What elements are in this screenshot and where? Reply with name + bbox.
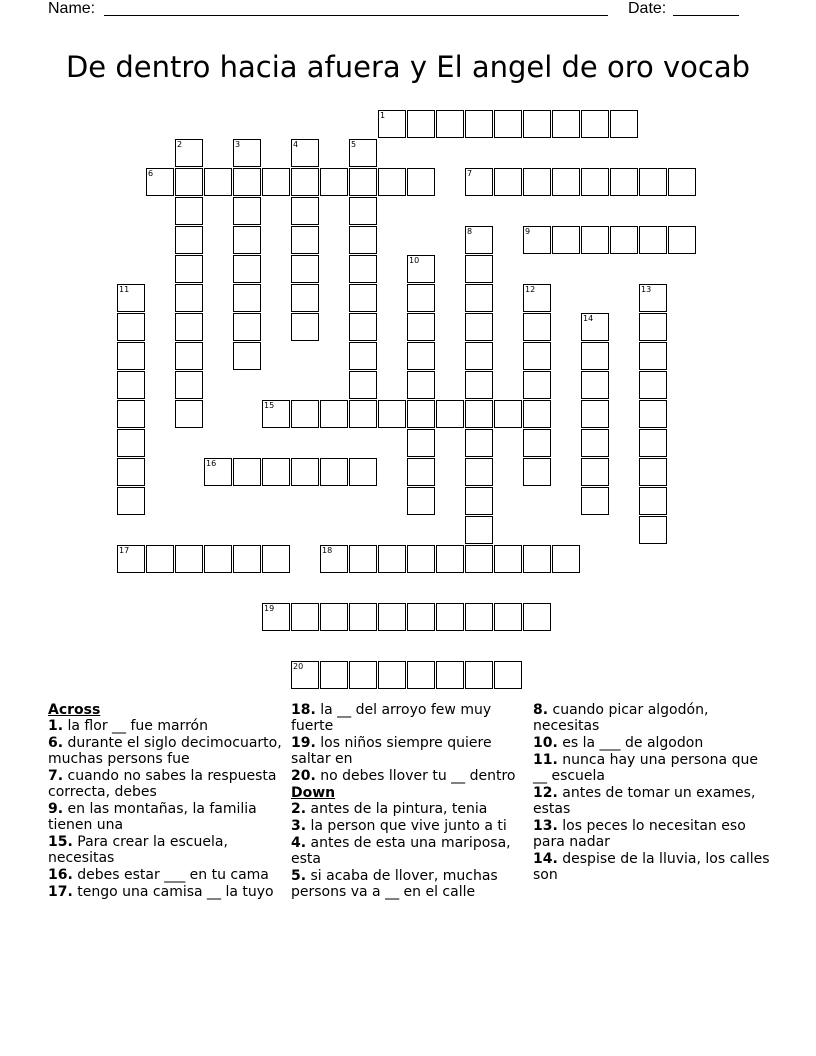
grid-cell[interactable]: [233, 168, 261, 196]
grid-cell[interactable]: [523, 168, 551, 196]
grid-cell[interactable]: [175, 139, 203, 167]
clue-number-label: 14.: [533, 851, 558, 867]
grid-cell[interactable]: [320, 545, 348, 573]
clue-number: 8: [467, 227, 473, 236]
clue-column-3: [533, 702, 771, 884]
clue: [48, 801, 286, 833]
grid-cell[interactable]: [465, 313, 493, 341]
clue-text: no debes llover tu __ dentro: [315, 768, 516, 784]
grid-cell[interactable]: [349, 313, 377, 341]
grid-cell[interactable]: [465, 226, 493, 254]
grid-cell[interactable]: [465, 516, 493, 544]
clue-number-label: 3.: [291, 818, 307, 834]
grid-cell[interactable]: [668, 168, 696, 196]
grid-cell[interactable]: [204, 458, 232, 486]
grid-cell[interactable]: [436, 545, 464, 573]
grid-cell[interactable]: [349, 545, 377, 573]
grid-cell[interactable]: [378, 545, 406, 573]
grid-cell[interactable]: [204, 545, 232, 573]
clue-number-label: 11.: [533, 752, 558, 768]
grid-cell[interactable]: [465, 400, 493, 428]
clue-column-1: [48, 702, 286, 901]
clue: [48, 718, 286, 734]
grid-cell[interactable]: [407, 458, 435, 486]
grid-cell[interactable]: [378, 168, 406, 196]
clue-number-label: 2.: [291, 801, 307, 817]
grid-cell[interactable]: [320, 603, 348, 631]
clue-number: 15: [264, 401, 275, 410]
grid-cell[interactable]: [320, 168, 348, 196]
grid-cell[interactable]: [349, 371, 377, 399]
grid-cell[interactable]: [291, 400, 319, 428]
grid-cell[interactable]: [523, 371, 551, 399]
grid-cell[interactable]: [320, 458, 348, 486]
clue-text: nunca hay una persona que __ escuela: [533, 752, 758, 784]
grid-cell[interactable]: [349, 400, 377, 428]
clue: [533, 735, 771, 751]
grid-cell[interactable]: [407, 168, 435, 196]
grid-cell[interactable]: [552, 110, 580, 138]
grid-cell[interactable]: [552, 168, 580, 196]
date-label: Date:: [628, 0, 667, 17]
grid-cell[interactable]: [581, 226, 609, 254]
grid-cell[interactable]: [639, 342, 667, 370]
grid-cell[interactable]: [146, 545, 174, 573]
clue-number: 11: [119, 285, 130, 294]
grid-cell[interactable]: [581, 342, 609, 370]
grid-cell[interactable]: [523, 226, 551, 254]
grid-cell[interactable]: [291, 226, 319, 254]
grid-cell[interactable]: [523, 342, 551, 370]
grid-cell[interactable]: [581, 110, 609, 138]
grid-cell[interactable]: [117, 342, 145, 370]
clue: [291, 801, 529, 817]
grid-cell[interactable]: [378, 400, 406, 428]
grid-cell[interactable]: [523, 313, 551, 341]
grid-cell[interactable]: [117, 313, 145, 341]
grid-cell[interactable]: [407, 400, 435, 428]
grid-cell[interactable]: [465, 110, 493, 138]
clue-text: la flor __ fue marrón: [63, 718, 208, 734]
grid-cell[interactable]: [175, 313, 203, 341]
grid-cell[interactable]: [639, 371, 667, 399]
clue-number: 14: [583, 314, 594, 323]
clue-text: los peces lo necesitan eso para nadar: [533, 818, 746, 850]
grid-cell[interactable]: [436, 661, 464, 689]
grid-cell[interactable]: [175, 168, 203, 196]
grid-cell[interactable]: [639, 168, 667, 196]
grid-cell[interactable]: [610, 168, 638, 196]
grid-cell[interactable]: [407, 313, 435, 341]
grid-cell[interactable]: [523, 110, 551, 138]
grid-cell[interactable]: [349, 168, 377, 196]
grid-cell[interactable]: [407, 545, 435, 573]
grid-cell[interactable]: [320, 400, 348, 428]
clue-number: 20: [293, 662, 304, 671]
clue-text: durante el siglo decimocuarto, muchas persons fue: [48, 735, 282, 767]
grid-cell[interactable]: [378, 603, 406, 631]
grid-cell[interactable]: [465, 545, 493, 573]
grid-cell[interactable]: [552, 226, 580, 254]
grid-cell[interactable]: [407, 342, 435, 370]
grid-cell[interactable]: [523, 429, 551, 457]
grid-cell[interactable]: [639, 429, 667, 457]
clue-number-label: 1.: [48, 718, 64, 734]
grid-cell[interactable]: [523, 458, 551, 486]
grid-cell[interactable]: [494, 168, 522, 196]
grid-cell[interactable]: [349, 458, 377, 486]
grid-cell[interactable]: [465, 603, 493, 631]
grid-cell[interactable]: [349, 603, 377, 631]
clue: [533, 702, 771, 734]
clue: [291, 702, 529, 734]
clue-number-label: 10.: [533, 735, 558, 751]
grid-cell[interactable]: [639, 284, 667, 312]
grid-cell[interactable]: [639, 400, 667, 428]
grid-cell[interactable]: [175, 197, 203, 225]
grid-cell[interactable]: [175, 255, 203, 283]
grid-cell[interactable]: [291, 661, 319, 689]
grid-cell[interactable]: [262, 458, 290, 486]
clue-number: 5: [351, 140, 357, 149]
clue-text: cuando picar algodón, necesitas: [533, 702, 709, 734]
clue-text: tengo una camisa __ la tuyo: [72, 884, 274, 900]
grid-cell[interactable]: [175, 226, 203, 254]
clue-number-label: 13.: [533, 818, 558, 834]
grid-cell[interactable]: [581, 458, 609, 486]
grid-cell[interactable]: [407, 371, 435, 399]
grid-cell[interactable]: [291, 197, 319, 225]
grid-cell[interactable]: [523, 545, 551, 573]
clue-text: Para crear la escuela, necesitas: [48, 834, 228, 866]
clue-number: 6: [148, 169, 154, 178]
clue-text: debes estar ___ en tu cama: [72, 867, 269, 883]
name-label: Name:: [48, 0, 96, 17]
grid-cell[interactable]: [233, 197, 261, 225]
clue-number-label: 4.: [291, 835, 307, 851]
grid-cell[interactable]: [465, 487, 493, 515]
grid-cell[interactable]: [494, 545, 522, 573]
clue-number: 9: [525, 227, 531, 236]
grid-cell[interactable]: [465, 371, 493, 399]
grid-cell[interactable]: [494, 110, 522, 138]
page-title: De dentro hacia afuera y El angel de oro vocab: [65, 50, 751, 84]
down-heading: Down: [291, 785, 336, 801]
grid-cell[interactable]: [523, 603, 551, 631]
grid-cell[interactable]: [581, 168, 609, 196]
grid-cell[interactable]: [552, 545, 580, 573]
grid-cell[interactable]: [233, 313, 261, 341]
grid-cell[interactable]: [291, 603, 319, 631]
clue-number: 13: [641, 285, 652, 294]
grid-cell[interactable]: [349, 342, 377, 370]
grid-cell[interactable]: [175, 400, 203, 428]
grid-cell[interactable]: [407, 603, 435, 631]
grid-cell[interactable]: [146, 168, 174, 196]
grid-cell[interactable]: [233, 284, 261, 312]
clue-number-label: 19.: [291, 735, 316, 751]
grid-cell[interactable]: [117, 487, 145, 515]
grid-cell[interactable]: [291, 284, 319, 312]
grid-cell[interactable]: [175, 342, 203, 370]
clue-number-label: 17.: [48, 884, 73, 900]
clue: [533, 785, 771, 817]
clue-text: antes de tomar un exames, estas: [533, 785, 756, 817]
grid-cell[interactable]: [407, 255, 435, 283]
grid-cell[interactable]: [233, 255, 261, 283]
grid-cell[interactable]: [291, 313, 319, 341]
grid-cell[interactable]: [117, 545, 145, 573]
grid-cell[interactable]: [291, 458, 319, 486]
grid-cell[interactable]: [117, 458, 145, 486]
grid-cell[interactable]: [175, 371, 203, 399]
across-heading: Across: [48, 702, 101, 718]
clue: [291, 768, 529, 784]
clue: [291, 818, 529, 834]
grid-cell[interactable]: [639, 516, 667, 544]
clue: [291, 735, 529, 767]
grid-cell[interactable]: [639, 458, 667, 486]
grid-cell[interactable]: [465, 255, 493, 283]
grid-cell[interactable]: [349, 226, 377, 254]
grid-cell[interactable]: [407, 661, 435, 689]
clue-number: 18: [322, 546, 333, 555]
grid-cell[interactable]: [581, 429, 609, 457]
grid-cell[interactable]: [581, 371, 609, 399]
clue-text: los niños siempre quiere saltar en: [291, 735, 492, 767]
clue: [48, 867, 286, 883]
grid-cell[interactable]: [465, 661, 493, 689]
grid-cell[interactable]: [494, 603, 522, 631]
grid-cell[interactable]: [262, 400, 290, 428]
clue-text: antes de la pintura, tenia: [306, 801, 488, 817]
grid-cell[interactable]: [436, 603, 464, 631]
grid-cell[interactable]: [523, 284, 551, 312]
grid-cell[interactable]: [378, 661, 406, 689]
grid-cell[interactable]: [465, 284, 493, 312]
clue-number-label: 16.: [48, 867, 73, 883]
clue-text: en las montañas, la familia tienen una: [48, 801, 257, 833]
clue-number: 4: [293, 140, 299, 149]
clue: [291, 835, 529, 867]
grid-cell[interactable]: [378, 110, 406, 138]
clue: [533, 851, 771, 883]
grid-cell[interactable]: [233, 139, 261, 167]
clue: [48, 884, 286, 900]
grid-cell[interactable]: [262, 168, 290, 196]
grid-cell[interactable]: [465, 342, 493, 370]
grid-cell[interactable]: [233, 342, 261, 370]
grid-cell[interactable]: [436, 110, 464, 138]
clue: [48, 735, 286, 767]
clue-number-label: 8.: [533, 702, 549, 718]
grid-cell[interactable]: [407, 110, 435, 138]
clue-number-label: 5.: [291, 868, 307, 884]
grid-cell[interactable]: [291, 168, 319, 196]
grid-cell[interactable]: [291, 255, 319, 283]
clue-number: 16: [206, 459, 217, 468]
clue-number: 12: [525, 285, 536, 294]
grid-cell[interactable]: [349, 284, 377, 312]
clue-number: 2: [177, 140, 183, 149]
grid-cell[interactable]: [610, 226, 638, 254]
clue: [48, 834, 286, 866]
grid-cell[interactable]: [262, 545, 290, 573]
grid-cell[interactable]: [204, 168, 232, 196]
clue: [48, 768, 286, 800]
grid-cell[interactable]: [639, 313, 667, 341]
grid-cell[interactable]: [581, 313, 609, 341]
clue-number-label: 18.: [291, 702, 316, 718]
grid-cell[interactable]: [465, 458, 493, 486]
grid-cell[interactable]: [320, 661, 348, 689]
grid-cell[interactable]: [291, 139, 319, 167]
clue-number-label: 12.: [533, 785, 558, 801]
grid-cell[interactable]: [494, 661, 522, 689]
grid-cell[interactable]: [523, 400, 551, 428]
grid-cell[interactable]: [581, 400, 609, 428]
clue: [533, 818, 771, 850]
clue-number: 19: [264, 604, 275, 613]
grid-cell[interactable]: [349, 139, 377, 167]
grid-cell[interactable]: [465, 168, 493, 196]
grid-cell[interactable]: [465, 429, 493, 457]
grid-cell[interactable]: [407, 429, 435, 457]
grid-cell[interactable]: [233, 226, 261, 254]
clue-number: 7: [467, 169, 473, 178]
grid-cell[interactable]: [639, 487, 667, 515]
clue-number: 17: [119, 546, 130, 555]
clue-text: cuando no sabes la respuesta correcta, debes: [48, 768, 277, 800]
grid-cell[interactable]: [407, 284, 435, 312]
grid-cell[interactable]: [349, 197, 377, 225]
grid-cell[interactable]: [668, 226, 696, 254]
clue-number-label: 6.: [48, 735, 64, 751]
grid-cell[interactable]: [117, 400, 145, 428]
clue-number-label: 20.: [291, 768, 316, 784]
clue-number-label: 9.: [48, 801, 64, 817]
grid-cell[interactable]: [581, 487, 609, 515]
clue-text: si acaba de llover, muchas persons va a __ en el calle: [291, 868, 498, 900]
clue-number-label: 15.: [48, 834, 73, 850]
clue-number: 1: [380, 111, 386, 120]
grid-cell[interactable]: [407, 487, 435, 515]
grid-cell[interactable]: [639, 226, 667, 254]
clue-text: antes de esta una mariposa, esta: [291, 835, 511, 867]
clue-column-2: [291, 702, 529, 901]
grid-cell[interactable]: [494, 400, 522, 428]
grid-cell[interactable]: [117, 371, 145, 399]
grid-cell[interactable]: [436, 400, 464, 428]
clue-number: 3: [235, 140, 241, 149]
grid-cell[interactable]: [349, 255, 377, 283]
clue: [291, 868, 529, 900]
clue-text: la person que vive junto a ti: [306, 818, 507, 834]
grid-cell[interactable]: [117, 284, 145, 312]
grid-cell[interactable]: [117, 429, 145, 457]
grid-cell[interactable]: [233, 545, 261, 573]
grid-cell[interactable]: [262, 603, 290, 631]
clue-number: 10: [409, 256, 420, 265]
clue-text: despise de la lluvia, los calles son: [533, 851, 770, 883]
grid-cell[interactable]: [610, 110, 638, 138]
clue-text: es la ___ de algodon: [557, 735, 704, 751]
clue: [533, 752, 771, 784]
grid-cell[interactable]: [349, 661, 377, 689]
grid-cell[interactable]: [175, 545, 203, 573]
clue-number-label: 7.: [48, 768, 64, 784]
grid-cell[interactable]: [233, 458, 261, 486]
clue-text: la __ del arroyo few muy fuerte: [291, 702, 492, 734]
grid-cell[interactable]: [175, 284, 203, 312]
